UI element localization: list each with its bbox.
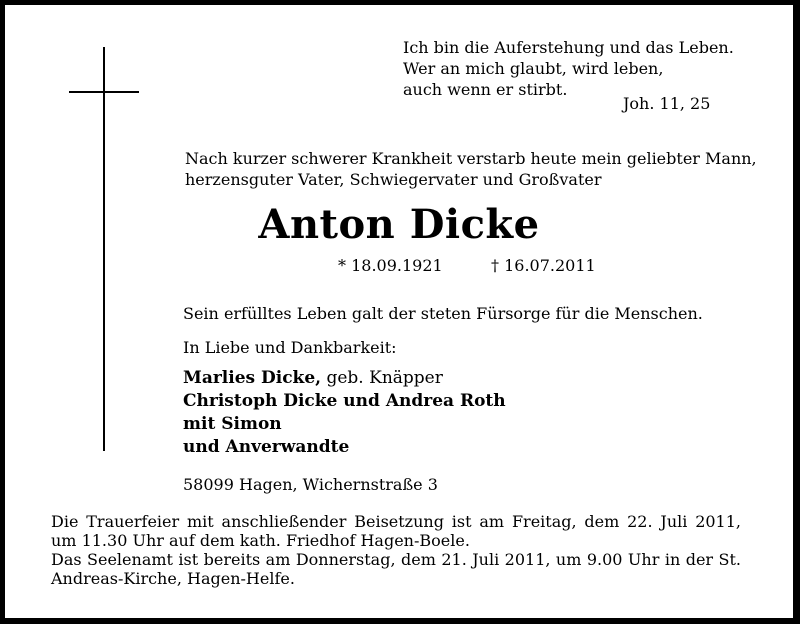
deceased-name: Anton Dicke	[258, 201, 540, 248]
intro-line: herzensguter Vater, Schwiegervater und Großvater	[185, 170, 602, 189]
intro-text	[185, 148, 757, 190]
address: 58099 Hagen, Wichernstraße 3	[183, 475, 438, 494]
verse-line: Ich bin die Auferstehung und das Leben.	[403, 38, 734, 57]
cross-icon	[103, 47, 105, 451]
mourner-line	[183, 367, 506, 390]
death-date: † 16.07.2011	[491, 256, 596, 275]
mourner-name: Marlies Dicke,	[183, 368, 322, 388]
maiden-name: geb. Knäpper	[321, 368, 443, 388]
mourner-line: Christoph Dicke und Andrea Roth	[183, 391, 506, 411]
obituary-notice	[5, 5, 793, 618]
verse-reference: Joh. 11, 25	[623, 94, 711, 113]
birth-date: * 18.09.1921	[338, 256, 443, 275]
intro-line: Nach kurzer schwerer Krankheit verstarb heute mein geliebter Mann,	[185, 149, 757, 168]
verse-line: Wer an mich glaubt, wird leben,	[403, 59, 664, 78]
mourner-line: mit Simon	[183, 414, 282, 434]
life-statement: Sein erfülltes Leben galt der steten Fürsorge für die Menschen.	[183, 304, 703, 323]
bible-verse	[403, 37, 734, 100]
funeral-paragraph: Die Trauerfeier mit anschließender Beisetzung ist am Freitag, dem 22. Juli 2011, um 11.30 Uhr auf dem kath. Friedhof Hagen-Boele.	[51, 512, 741, 550]
verse-line: auch wenn er stirbt.	[403, 80, 568, 99]
mourner-line: und Anverwandte	[183, 437, 350, 457]
dedication-line: In Liebe und Dankbarkeit:	[183, 338, 397, 357]
cross-icon-crossbar	[69, 91, 139, 93]
mourners-list	[183, 367, 506, 459]
funeral-paragraph: Das Seelenamt ist bereits am Donnerstag, dem 21. Juli 2011, um 9.00 Uhr in der St. Andreas-Kirche, Hagen-Helfe.	[51, 550, 741, 588]
funeral-details	[51, 512, 741, 588]
